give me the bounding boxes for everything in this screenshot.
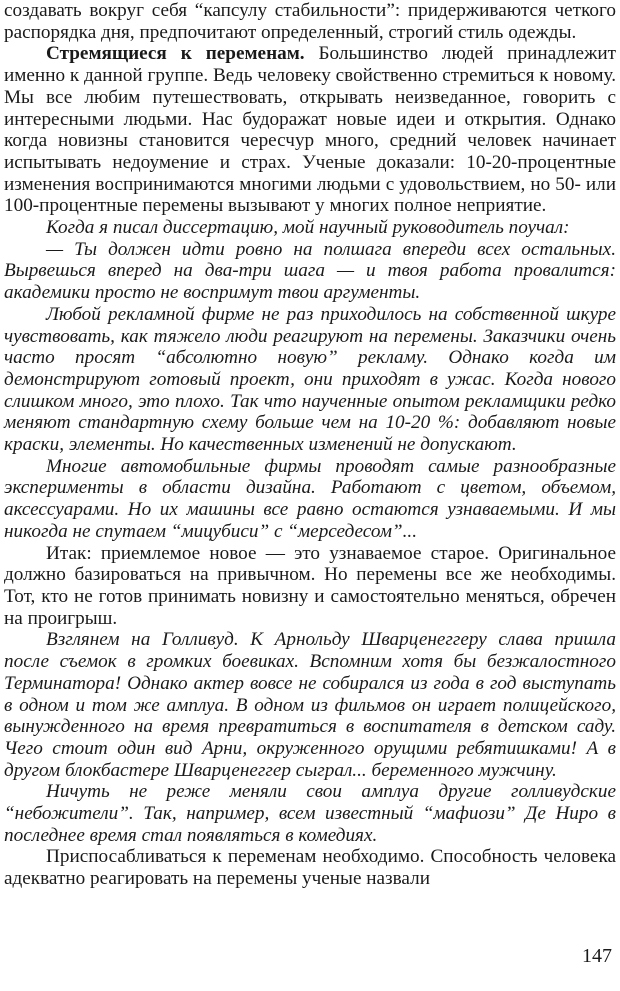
- paragraph-dissertation-anecdote: [4, 217, 616, 239]
- paragraph-conclusion: [4, 543, 616, 630]
- paragraph-text: Большинство людей принадлежит именно к данной группе. Ведь человеку свойственно стремиться к новому. Мы все любим путешествовать, открывать неизведанное, говорить с интересными людьми. Нас будоражат новые идеи и открытия. Однако когда новизны становится чересчур много, средний человек начинает испытывать недоумение и страх. Ученые доказали: 10-20-процентные изменения воспринимаются многими людьми с удовольствием, но 50- или 100-процентные перемены вызывают у многих полное неприятие.: [4, 43, 616, 217]
- paragraph-text: — Ты должен идти ровно на полшага впереди всех остальных. Вырвешься вперед на два-три шага — и твоя работа провалится: академики просто не воспримут твои аргументы.: [4, 238, 616, 304]
- paragraph-text: Ничуть не реже меняли свои амплуа другие голливудские “небожители”. Так, например, всем известный “мафиози” Де Ниро в последнее время стал появляться в комедиях.: [4, 781, 616, 846]
- page-body-text: [4, 0, 616, 890]
- paragraph-adaptation: [4, 846, 616, 889]
- section-lead-heading: Стремящиеся к переменам.: [46, 43, 305, 65]
- paragraph-text: создавать вокруг себя “капсулу стабильности”: придерживаются четкого распорядка дня, предпочитают определенный, строгий стиль одежды.: [4, 0, 616, 43]
- paragraph-text: Итак: приемлемое новое — это узнаваемое старое. Оригинальное должно базироваться на привычном. Но перемены все же необходимы. Тот, кто не готов принимать новизну и самостоятельно меняться, обречен на проигрыш.: [4, 542, 616, 629]
- page-number: 147: [582, 945, 612, 967]
- paragraph-automobile-example: [4, 456, 616, 543]
- paragraph-change-seekers: [4, 43, 616, 217]
- paragraph-text: Приспосабливаться к переменам необходимо. Способность человека адекватно реагировать на перемены ученые назвали: [4, 846, 616, 890]
- paragraph-advertising-example: [4, 304, 616, 456]
- paragraph-text: Когда я писал диссертацию, мой научный руководитель поучал:: [46, 217, 570, 239]
- paragraph-capsule-continuation: [4, 0, 616, 43]
- paragraph-text: Многие автомобильные фирмы проводят самые разнообразные эксперименты в области дизайна. Работают с цветом, объемом, аксессуарами. Но их машины все равно остаются узнаваемыми. И мы никогда не спутаем “мицубиси” с “мерседесом”...: [4, 455, 616, 542]
- paragraph-hollywood-example: [4, 629, 616, 781]
- paragraph-de-niro-example: [4, 781, 616, 846]
- paragraph-text: Любой рекламной фирме не раз приходилось на собственной шкуре чувствовать, как тяжело люди реагируют на перемены. Заказчики очень часто просят “абсолютно новую” рекламу. Однако когда им демонстрируют готовый проект, они приходят в ужас. Когда нового слишком много, это плохо. Так что наученные опытом рекламщики редко меняют стандартную схему больше чем на 10-20 %: добавляют новые краски, элементы. Но качественных изменений не допускают.: [4, 303, 616, 456]
- paragraph-text: Взглянем на Голливуд. К Арнольду Шварценеггеру слава пришла после съемок в громких боевиках. Вспомним хотя бы безжалостного Терминатора! Однако актер вовсе не собирался из года в год выступать в одном и том же амплуа. В одном из фильмов он играет полицейского, вынужденного на время превратиться в воспитателя в детском саду. Чего стоит один вид Арни, окруженного орущими ребятишками! А в другом блокбастере Шварценеггер сыграл... беременного мужчину.: [4, 629, 616, 781]
- paragraph-advisor-quote: [4, 239, 616, 304]
